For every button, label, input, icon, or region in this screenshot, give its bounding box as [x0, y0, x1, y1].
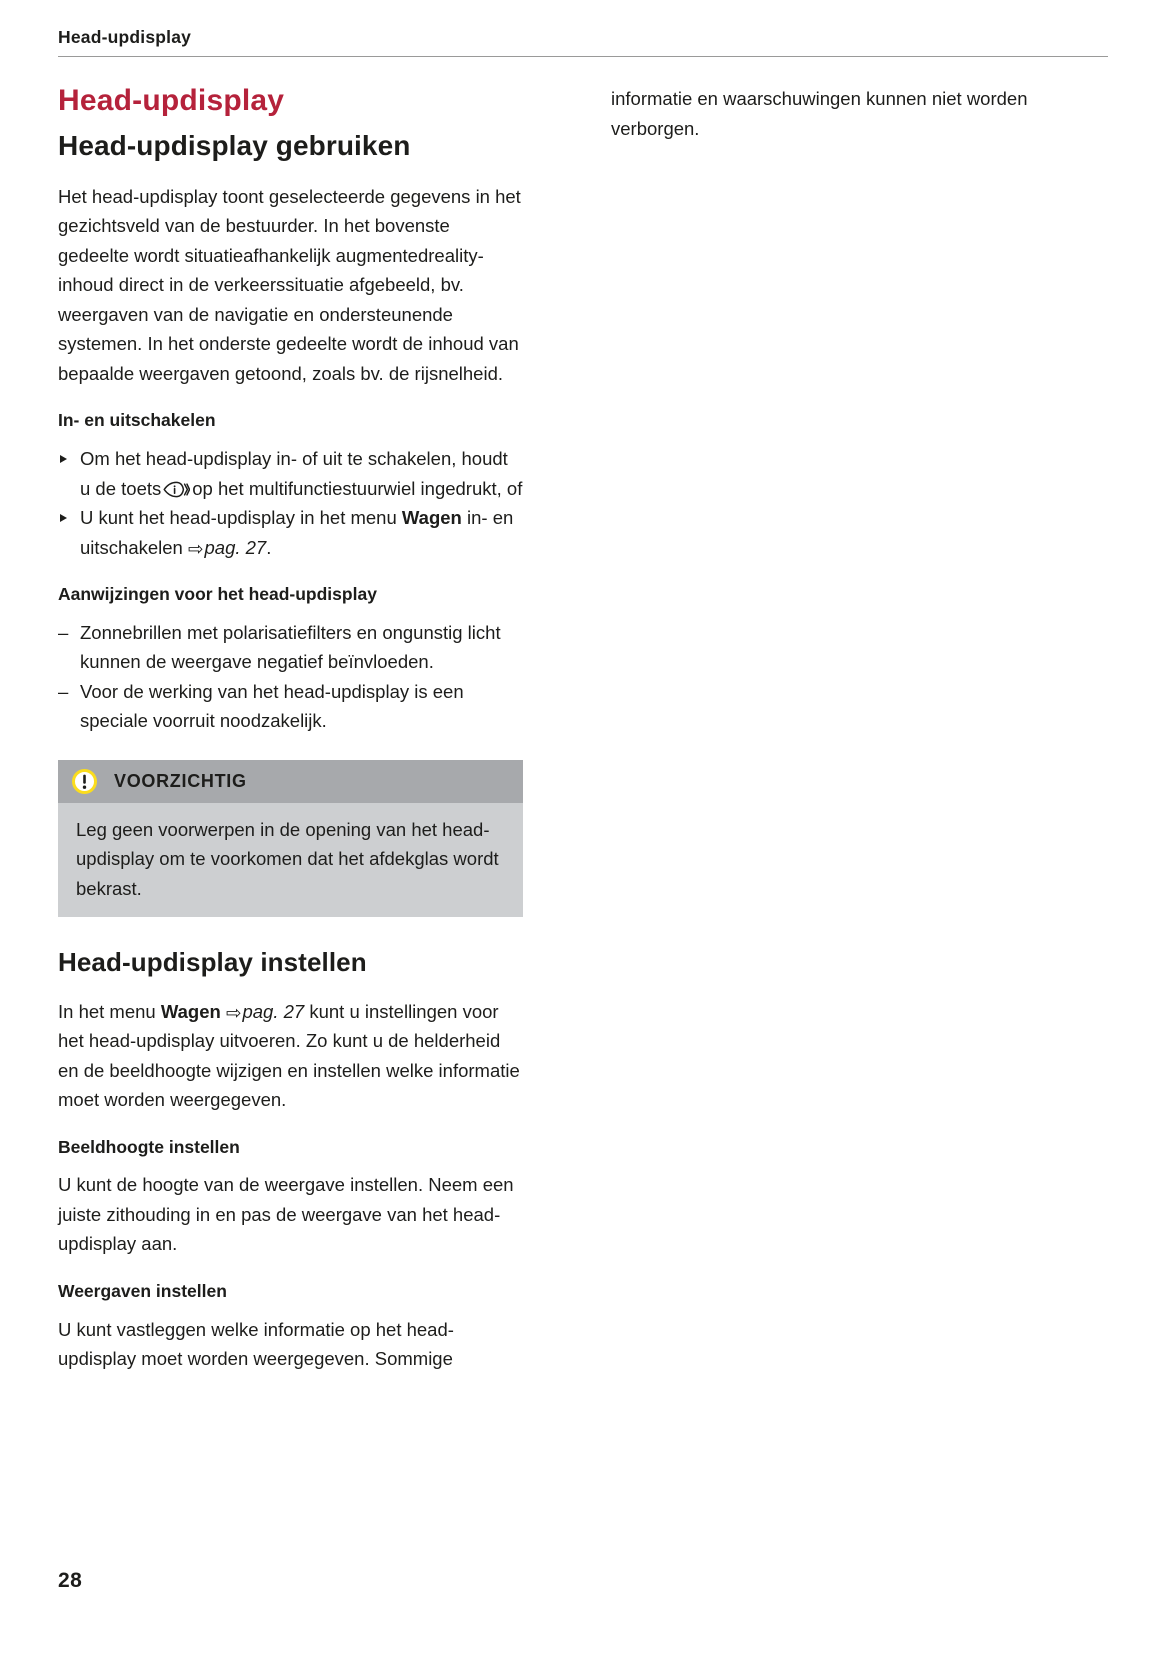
- notes-list: [58, 618, 523, 736]
- right-column: [611, 84, 1076, 1374]
- menu-name: Wagen: [401, 507, 462, 528]
- page-number: 28: [58, 1569, 83, 1592]
- running-header: [58, 27, 1108, 57]
- section-title: Head-updisplay gebruiken: [58, 129, 411, 161]
- cross-reference: [226, 1001, 304, 1022]
- image-height-paragraph: U kunt de hoogte van de weergave instellen. Neem een juiste zithouding in en pas de weergave van het head-updisplay aan.: [58, 1174, 514, 1255]
- cross-reference-target: pag. 27: [204, 536, 267, 558]
- on-off-step-list: [58, 444, 523, 562]
- list-item: – Voor de werking van het head-updisplay is een speciale voorruit noodzakelijk.: [58, 677, 523, 736]
- caution-box: [58, 760, 523, 918]
- caution-box-title: VOORZICHTIG: [114, 771, 247, 792]
- settings-paragraph: [58, 997, 523, 1115]
- subheading-notes: Aanwijzingen voor het head-updisplay: [58, 584, 377, 604]
- caution-box-text: Leg geen voorwerpen in de opening van het head-updisplay om te voorkomen dat het afdekglas wordt bekrast.: [58, 803, 523, 918]
- step-text-part-c: .: [266, 536, 272, 558]
- page-columns: [58, 84, 1110, 1374]
- chapter-title: Head-updisplay: [58, 84, 285, 117]
- cross-reference-arrow-icon: ⇨: [187, 537, 204, 559]
- left-column: [58, 84, 523, 1374]
- step-text-part-a: U kunt het head-updisplay in het menu: [80, 507, 397, 528]
- caution-box-header: [58, 760, 523, 803]
- intro-paragraph: Het head-updisplay toont geselecteerde gegevens in het gezichtsveld van de bestuurder. In het bovenste gedeelte wordt situatieafhankelijk augmentedreality-inhoud direct in de verkeerssituatie afgebeeld, bv. weergaven van de navigatie en ondersteunende systemen. In het onderste gedeelte wordt de inhoud van bepaalde weergaven getoond, zoals bv. de rijsnelheid.: [58, 185, 521, 384]
- menu-name: Wagen: [160, 1000, 221, 1022]
- subheading-views: Weergaven instellen: [58, 1280, 227, 1301]
- step-text-part-a: Om het head-updisplay in- of uit te schakelen, houdt u de toets: [80, 448, 508, 499]
- subheading-on-off: In- en uitschakelen: [58, 410, 216, 431]
- continuation-paragraph: informatie en waarschuwingen kunnen niet worden verborgen.: [611, 88, 1028, 139]
- running-header-title: Head-updisplay: [58, 27, 192, 47]
- step-text-part-b: op het multifunctiestuurwiel ingedrukt, of: [192, 477, 523, 499]
- header-divider: [58, 56, 1108, 57]
- settings-heading: Head-updisplay instellen: [58, 947, 367, 978]
- views-paragraph: U kunt vastleggen welke informatie op het head-updisplay moet worden weergegeven. Sommige: [58, 1318, 454, 1370]
- cross-reference-arrow-icon: ⇨: [225, 1001, 242, 1023]
- head-up-display-key-icon: [163, 481, 190, 498]
- warning-exclamation-icon: [72, 769, 97, 794]
- list-item: [58, 503, 523, 562]
- settings-text-part-b: kunt u instellingen voor het head-updisplay uitvoeren. Zo kunt u de helderheid en de beeldhoogte wijzigen en instellen welke informatie moet worden weergegeven.: [58, 1000, 520, 1111]
- step-text-part-b: in- en uitschakelen: [80, 507, 514, 558]
- list-item: – Zonnebrillen met polarisatiefilters en ongunstig licht kunnen de weergave negatief beïnvloeden.: [58, 618, 523, 677]
- settings-text-part-a: In het menu: [58, 1000, 156, 1022]
- list-item: [58, 444, 523, 503]
- cross-reference: [188, 537, 266, 558]
- subheading-image-height: Beeldhoogte instellen: [58, 1136, 240, 1157]
- cross-reference-target: pag. 27: [242, 1000, 305, 1022]
